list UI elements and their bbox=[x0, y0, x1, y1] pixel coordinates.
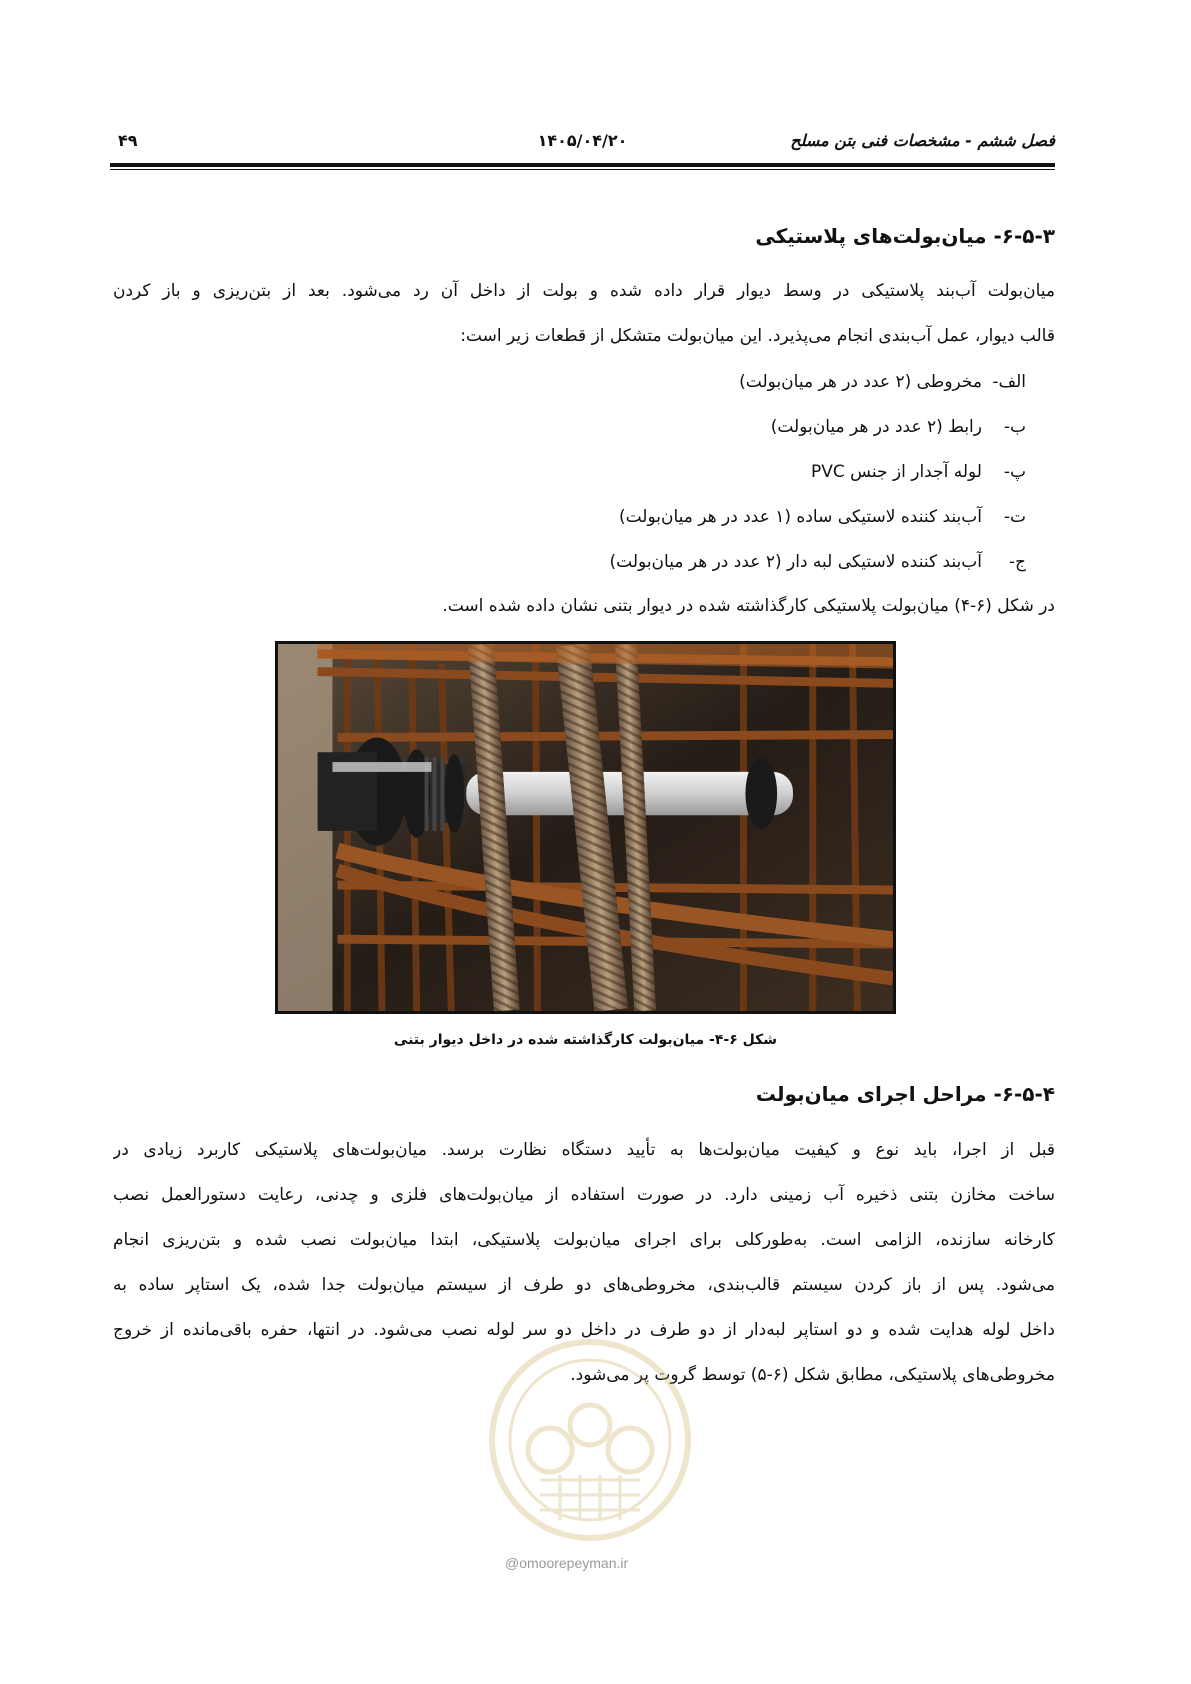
paragraph-line: کارخانه سازنده، الزامی است. به‌طورکلی برای اجرای میان‌بولت پلاستیکی، ابتدا میان‌بولت نصب شده و بتن‌ریزی انجام bbox=[113, 1230, 1055, 1250]
list-marker: ب- bbox=[1003, 417, 1026, 437]
list-marker: ت- bbox=[1003, 507, 1026, 527]
paragraph-line: قبل از اجرا، باید نوع و کیفیت میان‌بولت‌ها به تأیید دستگاه نظارت برسد. میان‌بولت‌های پلاستیکی کاربرد زیادی در bbox=[113, 1140, 1055, 1160]
paragraph-line: داخل لوله هدایت شده و دو استاپر لبه‌دار از دو طرف در داخل دو سر لوله نصب می‌شود. در انتها، حفره باقی‌مانده از خروج bbox=[113, 1320, 1055, 1340]
header-rule-thick bbox=[110, 163, 1055, 167]
list-item-text: لوله آجدار از جنس PVC bbox=[811, 462, 982, 482]
header-date: ۱۴۰۵/۰۴/۲۰ bbox=[537, 131, 628, 150]
header-rule-thin bbox=[110, 169, 1055, 170]
tie-bolt-photo-illustration bbox=[278, 644, 893, 1011]
list-marker: الف- bbox=[992, 372, 1026, 392]
page-number: ۴۹ bbox=[118, 131, 138, 150]
paragraph-line: می‌شود. پس از باز کردن سیستم قالب‌بندی، مخروطی‌های دو طرف از سیستم میان‌بولت جدا شده، یک استاپر ساده به bbox=[113, 1275, 1055, 1295]
paragraph-line: مخروطی‌های پلاستیکی، مطابق شکل (۶-۵) توسط گروت پر می‌شود. bbox=[570, 1365, 1055, 1385]
list-marker: پ- bbox=[1003, 462, 1026, 482]
figure-tie-bolt-photo bbox=[275, 641, 896, 1014]
paragraph-line: قالب دیوار، عمل آب‌بندی انجام می‌پذیرد. این میان‌بولت متشکل از قطعات زیر است: bbox=[460, 326, 1055, 346]
list-item-text: آب‌بند کننده لاستیکی ساده (۱ عدد در هر میان‌بولت) bbox=[618, 507, 982, 527]
components-list bbox=[610, 360, 1026, 585]
list-marker: ج- bbox=[1008, 552, 1026, 572]
paragraph-line: میان‌بولت آب‌بند پلاستیکی در وسط دیوار قرار داده شده و بولت از داخل آن رد می‌شود. بعد از بتن‌ریزی و باز کردن bbox=[113, 281, 1055, 301]
list-item-text: آب‌بند کننده لاستیکی لبه دار (۲ عدد در هر میان‌بولت) bbox=[609, 552, 982, 572]
chapter-title: فصل ششم - مشخصات فنی بتن مسلح bbox=[790, 131, 1055, 150]
section-heading-plastic-tie-bolts: ۶-۵-۳- میان‌بولت‌های پلاستیکی bbox=[755, 224, 1055, 248]
list-item-text: مخروطی (۲ عدد در هر میان‌بولت) bbox=[739, 372, 982, 392]
list-item-text: رابط (۲ عدد در هر میان‌بولت) bbox=[770, 417, 982, 437]
list-item bbox=[610, 360, 1026, 405]
list-item bbox=[610, 450, 1026, 495]
watermark-url: @omoorepeyman.ir bbox=[505, 1555, 629, 1571]
list-item bbox=[610, 405, 1026, 450]
paragraph-line: ساخت مخازن بتنی ذخیره آب زمینی دارد. در صورت استفاده از میان‌بولت‌های فلزی و چدنی، رعایت دستورالعمل نصب bbox=[113, 1185, 1055, 1205]
figure-intro-text: در شکل (۶-۴) میان‌بولت پلاستیکی کارگذاشته شده در دیوار بتنی نشان داده شده است. bbox=[442, 596, 1055, 616]
section-heading-tie-bolt-execution: ۶-۵-۴- مراحل اجرای میان‌بولت bbox=[755, 1082, 1055, 1106]
list-item bbox=[610, 495, 1026, 540]
page-header bbox=[110, 131, 1055, 153]
section2-paragraph bbox=[113, 1128, 1055, 1398]
list-item bbox=[610, 540, 1026, 585]
figure-caption: شکل ۶-۴- میان‌بولت کارگذاشته شده در داخل دیوار بتنی bbox=[393, 1032, 778, 1048]
section1-paragraph bbox=[113, 269, 1055, 359]
